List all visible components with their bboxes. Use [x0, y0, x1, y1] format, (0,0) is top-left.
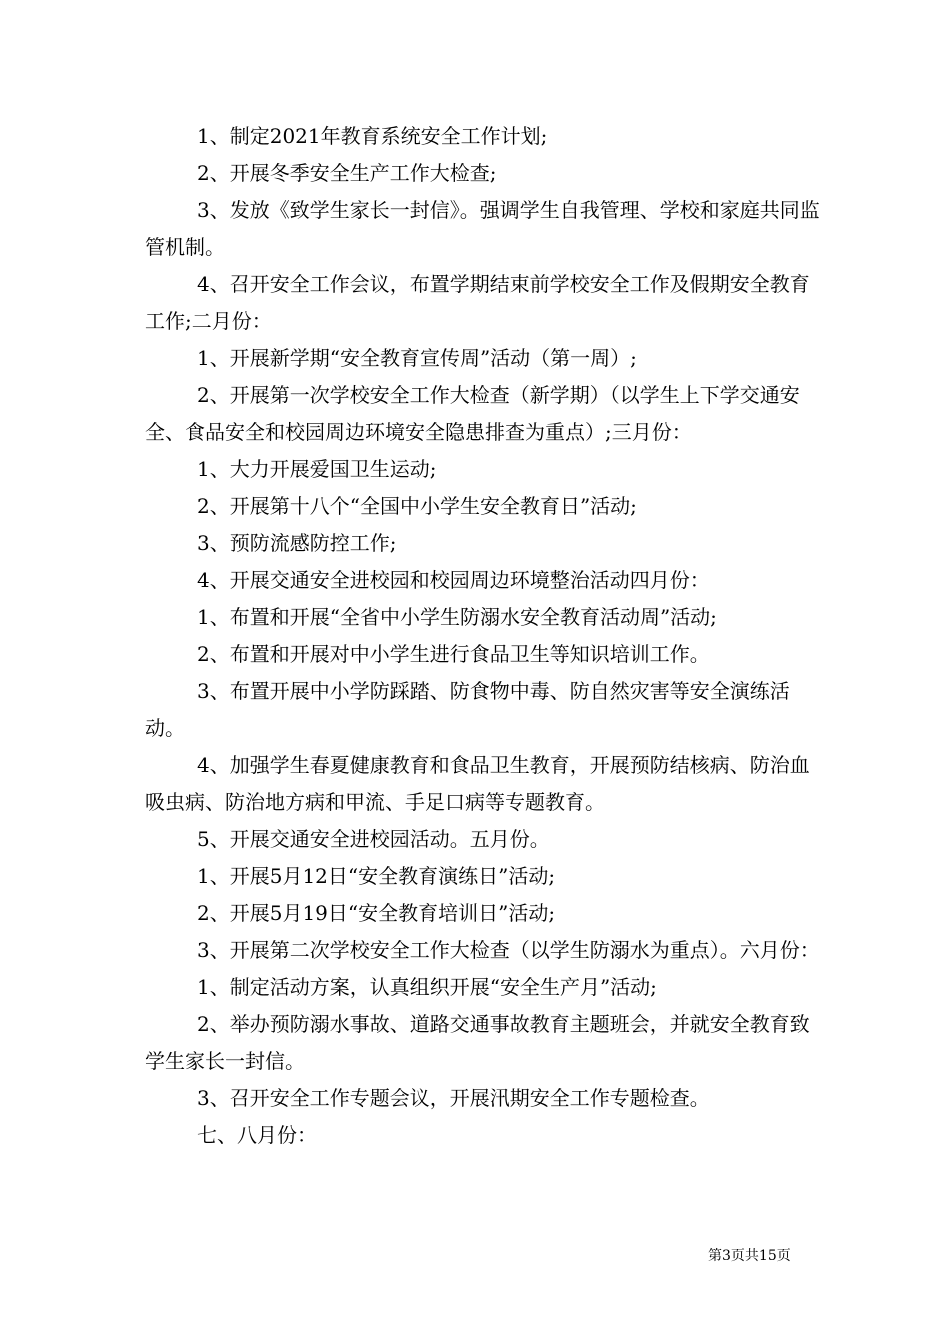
- paragraph: 3、布置开展中小学防踩踏、防食物中毒、防自然灾害等安全演练活动。: [145, 679, 790, 740]
- paragraph: 1、制定2021年教育系统安全工作计划;: [197, 124, 548, 148]
- paragraph: 1、布置和开展“全省中小学生防溺水安全教育活动周”活动;: [197, 605, 717, 629]
- paragraph: 3、发放《致学生家长一封信》。强调学生自我管理、学校和家庭共同监管机制。: [145, 198, 820, 259]
- paragraph: 2、开展第一次学校安全工作大检查（新学期）（以学生上下学交通安全、食品安全和校园周边环境安全隐患排查为重点）;三月份：: [145, 383, 800, 444]
- paragraph: 1、开展新学期“安全教育宣传周”活动（第一周）;: [197, 346, 637, 370]
- paragraph: 2、举办预防溺水事故、道路交通事故教育主题班会，并就安全教育致学生家长一封信。: [145, 1012, 810, 1073]
- paragraph: 4、召开安全工作会议，布置学期结束前学校安全工作及假期安全教育工作;二月份：: [145, 272, 810, 333]
- document-body: [145, 118, 825, 1154]
- paragraph: 2、开展冬季安全生产工作大检查;: [197, 161, 497, 185]
- paragraph: 1、制定活动方案，认真组织开展“安全生产月”活动;: [197, 975, 657, 999]
- paragraph: 2、开展5月19日“安全教育培训日”活动;: [197, 901, 556, 925]
- paragraph: 3、预防流感防控工作;: [197, 531, 397, 555]
- paragraph: 3、开展第二次学校安全工作大检查（以学生防溺水为重点）。六月份：: [197, 938, 820, 962]
- paragraph: 2、开展第十八个“全国中小学生安全教育日”活动;: [197, 494, 637, 518]
- paragraph: 2、布置和开展对中小学生进行食品卫生等知识培训工作。: [197, 642, 710, 666]
- paragraph: 1、开展5月12日“安全教育演练日”活动;: [197, 864, 556, 888]
- paragraph: 5、开展交通安全进校园活动。五月份。: [197, 827, 550, 851]
- paragraph: 七、八月份：: [197, 1123, 317, 1147]
- paragraph: 1、大力开展爱国卫生运动;: [197, 457, 437, 481]
- paragraph: 4、加强学生春夏健康教育和食品卫生教育，开展预防结核病、防治血吸虫病、防治地方病和甲流、手足口病等专题教育。: [145, 753, 810, 814]
- paragraph: 4、开展交通安全进校园和校园周边环境整治活动四月份：: [197, 568, 710, 592]
- paragraph: 3、召开安全工作专题会议，开展汛期安全工作专题检查。: [197, 1086, 710, 1110]
- page-number: 第3页共15页: [708, 1248, 791, 1264]
